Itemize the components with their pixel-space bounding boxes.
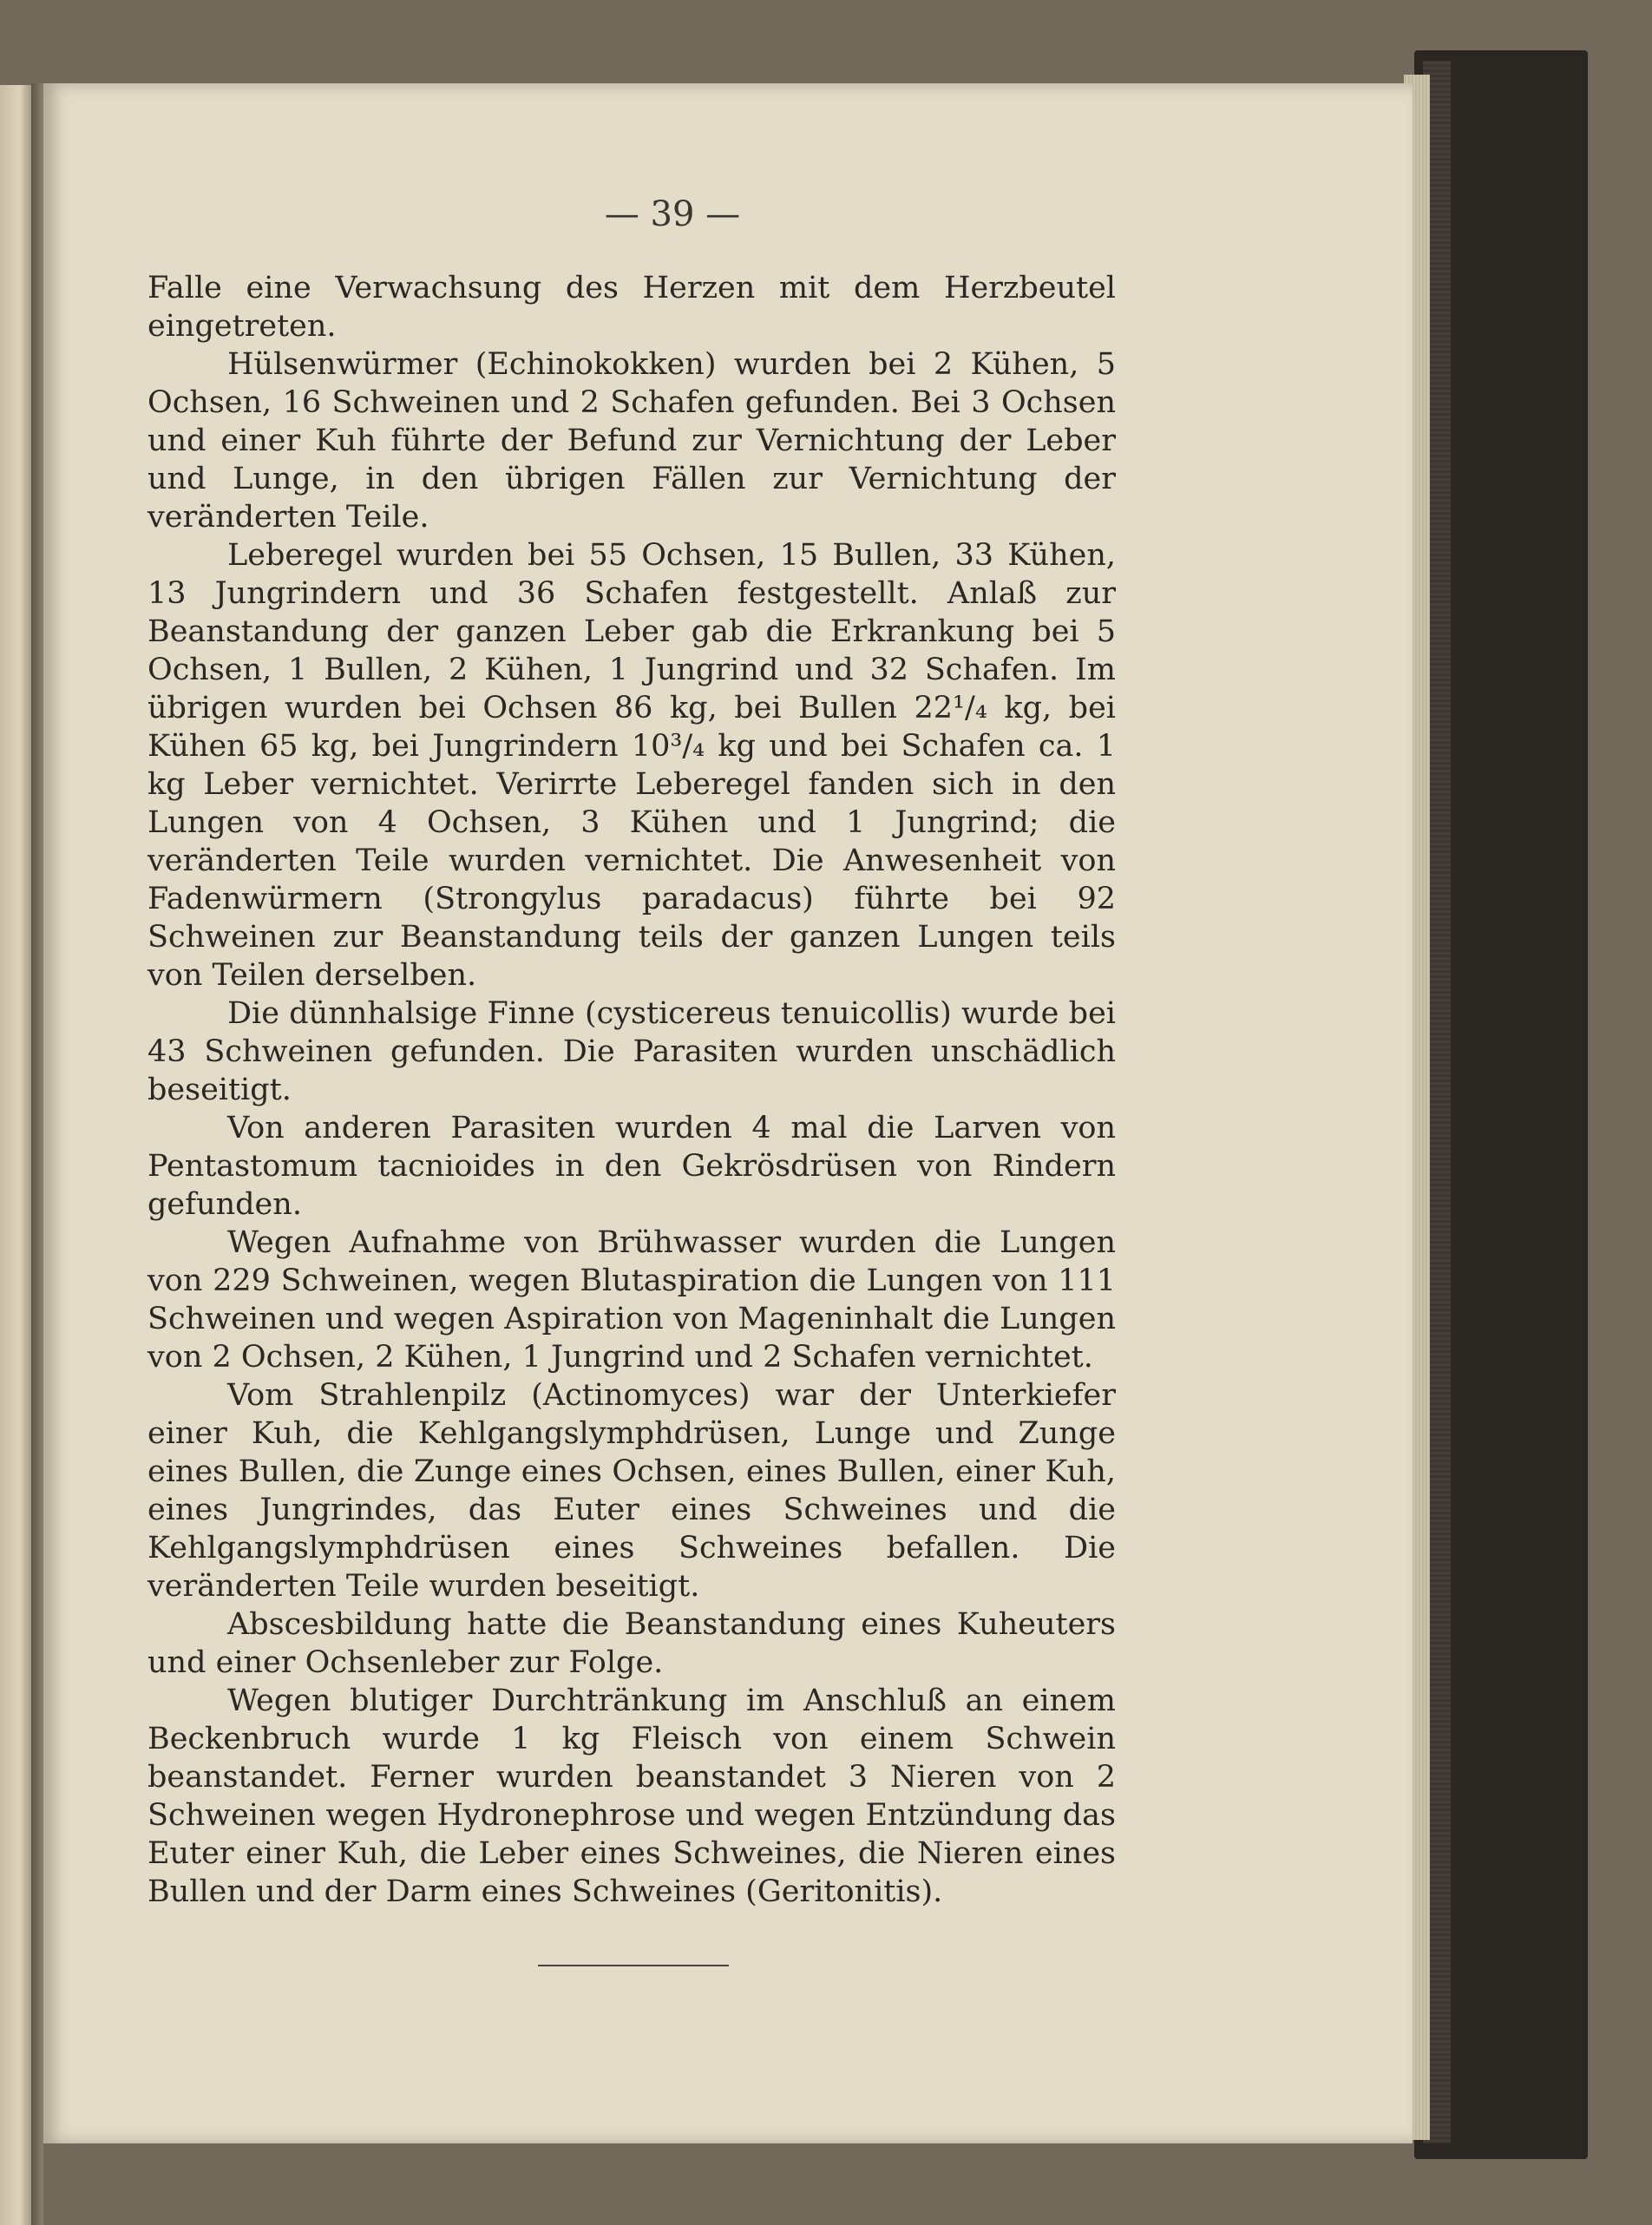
paragraph: Die dünnhalsige Finne (cysticereus tenuicollis) wurde bei 43 Schweinen gefunden. Die Parasiten wurden unschädlich beseitigt. [148, 996, 1116, 1107]
paragraph: Wegen Aufnahme von Brühwasser wurden die Lungen von 229 Schweinen, wegen Blutaspiration die Lungen von 111 Schweinen und wegen Aspiration von Mageninhalt die Lungen von 2 Ochsen, 2 Kühen, 1 Jungrind und 2 Schafen vernichtet. [148, 1225, 1116, 1375]
paragraph: Abscesbildung hatte die Beanstandung eines Kuheuters und einer Ochsenleber zur Folge. [148, 1607, 1116, 1680]
body-text [148, 269, 1116, 1911]
left-page-edge [0, 85, 33, 2225]
paragraph: Falle eine Verwachsung des Herzen mit dem Herzbeutel eingetreten. [148, 271, 1116, 344]
paragraph: Von anderen Parasiten wurden 4 mal die Larven von Pentastomum tacnioides in den Gekrösdrüsen von Rindern gefunden. [148, 1111, 1116, 1222]
end-rule [538, 1965, 729, 1966]
page-number: — 39 — [604, 194, 741, 234]
paragraph: Wegen blutiger Durchtränkung im Anschluß an einem Beckenbruch wurde 1 kg Fleisch von einem Schwein beanstandet. Ferner wurden beanstandet 3 Nieren von 2 Schweinen wegen Hydronephrose und wegen Entzündung das Euter einer Kuh, die Leber eines Schweines, die Nieren eines Bullen und der Darm eines Schweines (Geritonitis). [148, 1684, 1116, 1909]
paragraph: Vom Strahlenpilz (Actinomyces) war der Unterkiefer einer Kuh, die Kehlgangslymphdrüsen, Lunge und Zunge eines Bullen, die Zunge eines Ochsen, eines Bullen, einer Kuh, eines Jungrindes, das Euter eines Schweines und die Kehlgangslymphdrüsen eines Schweines befallen. Die veränderten Teile wurden beseitigt. [148, 1378, 1116, 1604]
spine-shadow [31, 83, 43, 2225]
paragraph: Hülsenwürmer (Echinokokken) wurden bei 2 Kühen, 5 Ochsen, 16 Schweinen und 2 Schafen gefunden. Bei 3 Ochsen und einer Kuh führte der Befund zur Vernichtung der Leber und Lunge, in den übrigen Fällen zur Vernichtung der veränderten Teile. [148, 347, 1116, 535]
page [43, 83, 1413, 2143]
paragraph: Leberegel wurden bei 55 Ochsen, 15 Bullen, 33 Kühen, 13 Jungrindern und 36 Schafen festgestellt. Anlaß zur Beanstandung der ganzen Leber gab die Erkrankung bei 5 Ochsen, 1 Bullen, 2 Kühen, 1 Jungrind und 32 Schafen. Im übrigen wurden bei Ochsen 86 kg, bei Bullen 22¹/₄ kg, bei Kühen 65 kg, bei Jungrindern 10³/₄ kg und bei Schafen ca. 1 kg Leber vernichtet. Verirrte Leberegel fanden sich in den Lungen von 4 Ochsen, 3 Kühen und 1 Jungrind; die veränderten Teile wurden vernichtet. Die Anwesenheit von Fadenwürmern (Strongylus paradacus) führte bei 92 Schweinen zur Beanstandung teils der ganzen Lungen teils von Teilen derselben. [148, 538, 1116, 993]
